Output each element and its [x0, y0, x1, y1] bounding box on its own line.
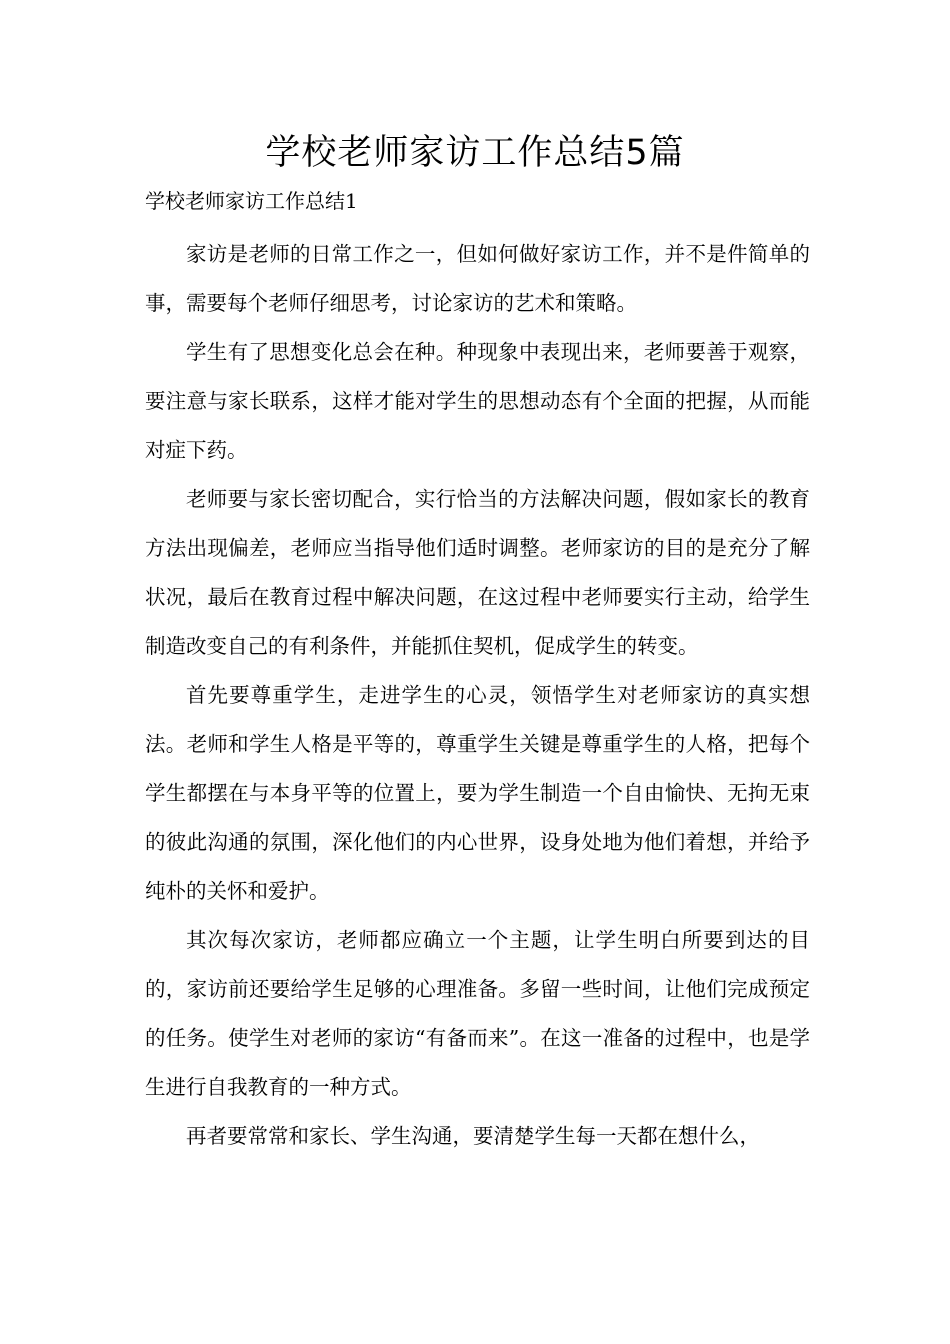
paragraph: 老师要与家长密切配合，实行恰当的方法解决问题，假如家长的教育方法出现偏差，老师应当指导他们适时调整。老师家访的目的是充分了解状况，最后在教育过程中解决问题，在这过程中老师要实行主动，给学生制造改变自己的有利条件，并能抓住契机，促成学生的转变。 — [145, 487, 810, 658]
paragraph: 首先要尊重学生，走进学生的心灵，领悟学生对老师家访的真实想法。老师和学生人格是平等的，尊重学生关键是尊重学生的人格，把每个学生都摆在与本身平等的位置上，要为学生制造一个自由愉快、无拘无束的彼此沟通的氛围，深化他们的内心世界，设身处地为他们着想，并给予纯朴的关怀和爱护。 — [145, 683, 810, 903]
paragraph: 其次每次家访，老师都应确立一个主题，让学生明白所要到达的目的，家访前还要给学生足够的心理准备。多留一些时间，让他们完成预定的任务。使学生对老师的家访“有备而来”。在这一准备的过程中，也是学生进行自我教育的一种方式。 — [145, 928, 810, 1099]
paragraph: 家访是老师的日常工作之一，但如何做好家访工作，并不是件简单的事，需要每个老师仔细思考，讨论家访的艺术和策略。 — [145, 242, 810, 315]
paragraph: 再者要常常和家长、学生沟通，要清楚学生每一天都在想什么， — [186, 1124, 760, 1148]
section-heading: 学校老师家访工作总结1 — [145, 189, 358, 213]
document-title: 学校老师家访工作总结5篇 — [265, 133, 685, 173]
document-body — [145, 230, 810, 1161]
paragraph: 学生有了思想变化总会在种。种现象中表现出来，老师要善于观察，要注意与家长联系，这样才能对学生的思想动态有个全面的把握，从而能对症下药。 — [145, 340, 810, 462]
